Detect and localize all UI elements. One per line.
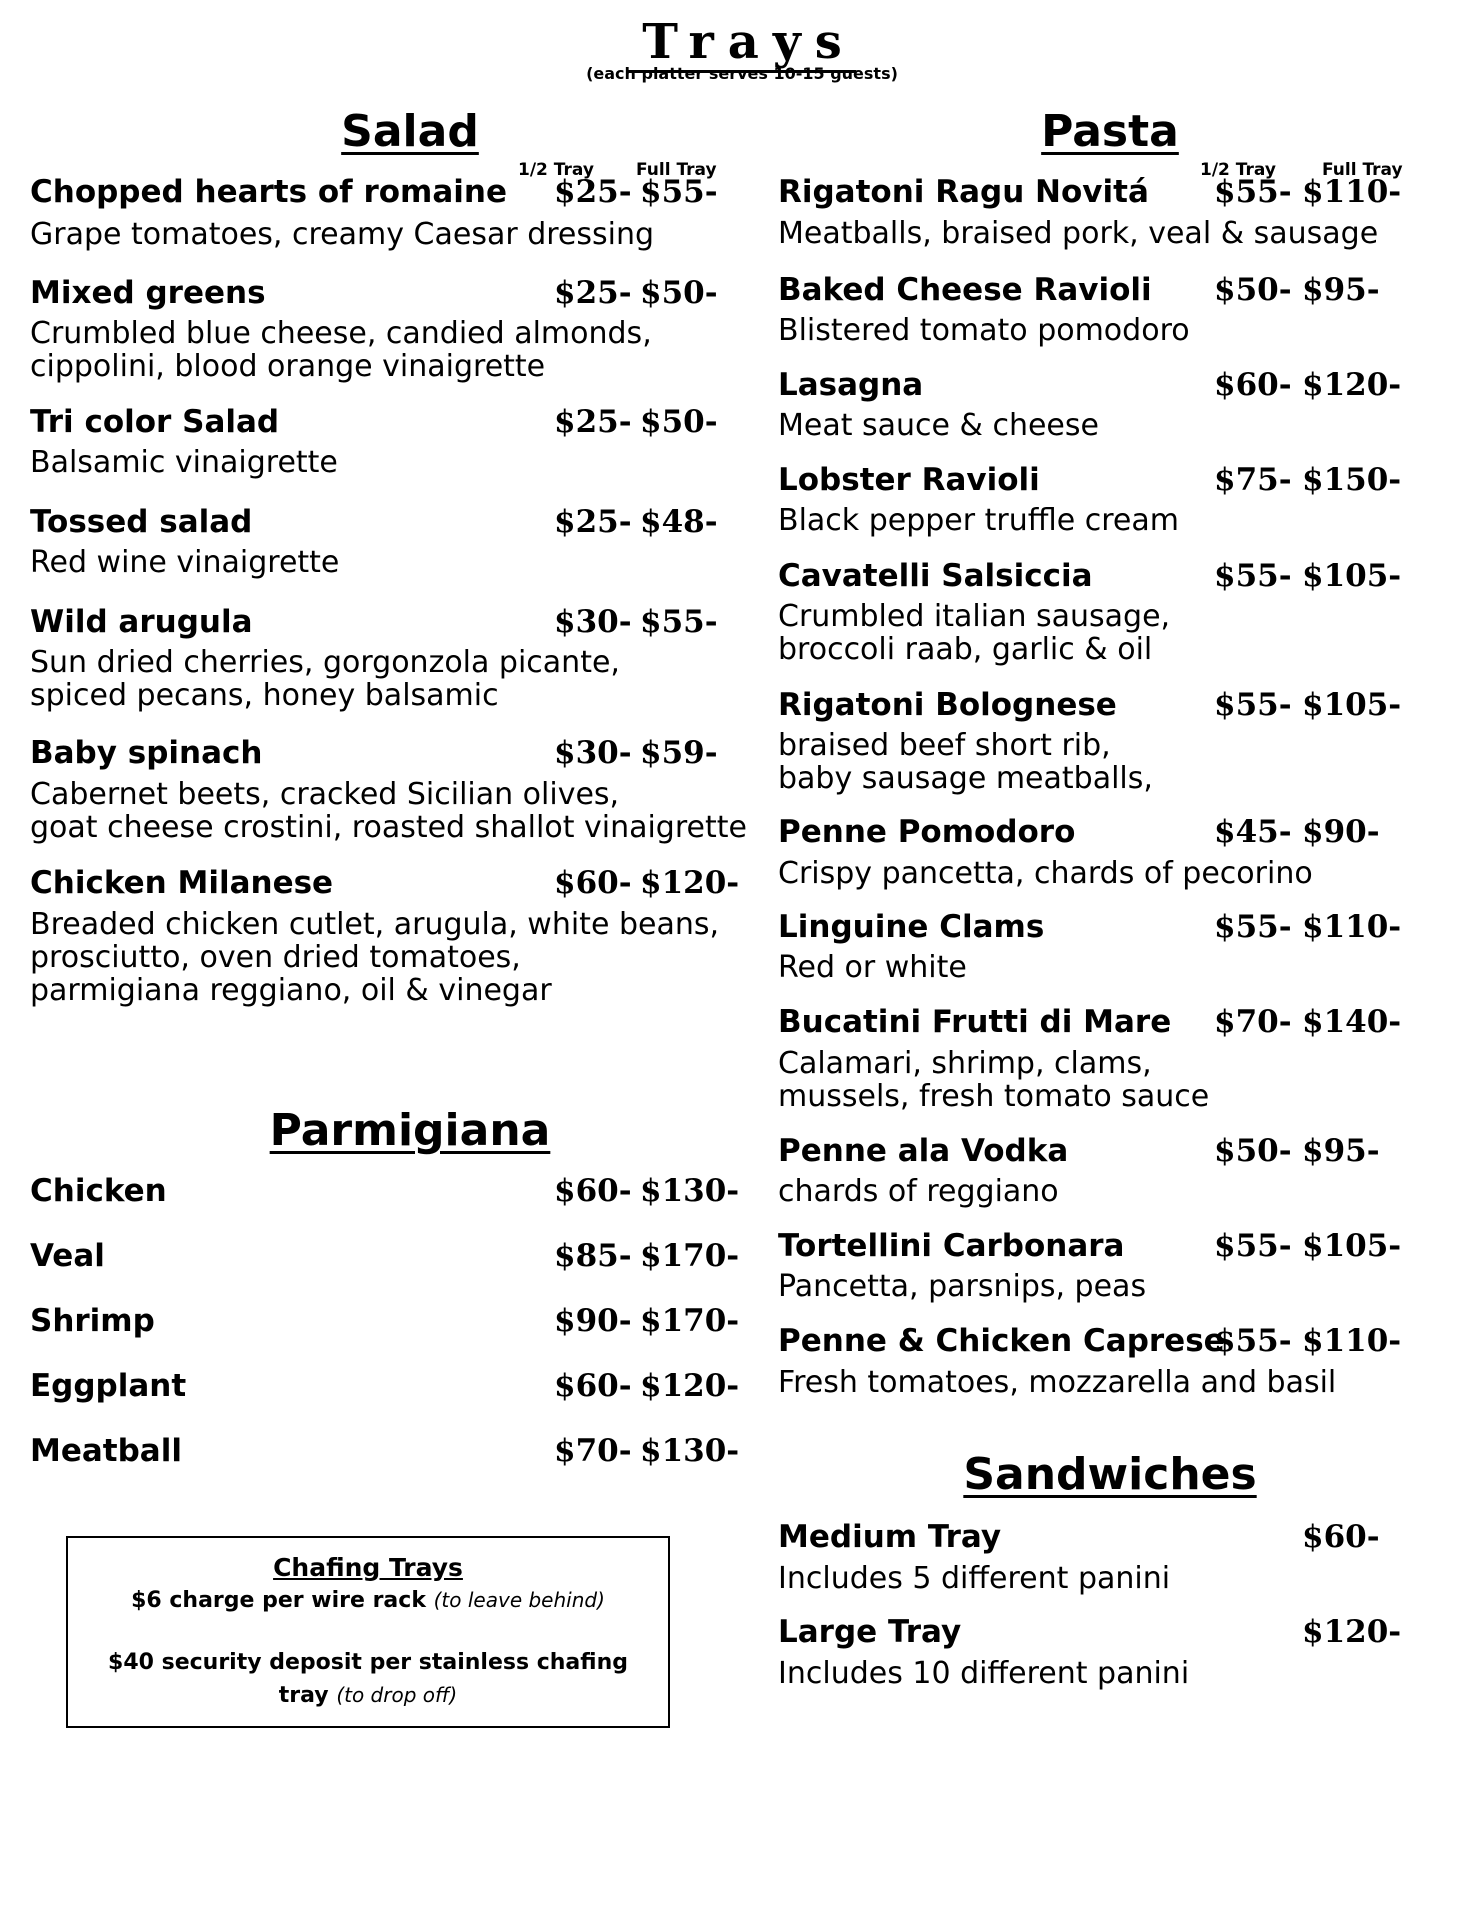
salad-item-name: Tri color Salad bbox=[30, 404, 280, 440]
salad-item-full-price: $50- bbox=[640, 404, 718, 440]
sandwich-item-name: Large Tray bbox=[778, 1614, 962, 1650]
parmigiana-item-name: Veal bbox=[30, 1238, 105, 1274]
salad-item-name: Mixed greens bbox=[30, 275, 266, 311]
pasta-item-description: Blistered tomato pomodoro bbox=[778, 313, 1190, 348]
pasta-item-half-price: $50- bbox=[1214, 1133, 1292, 1169]
salad-item-half-price: $60- bbox=[554, 865, 632, 901]
pasta-item-full-price: $110- bbox=[1302, 174, 1402, 210]
salad-item-description: Red wine vinaigrette bbox=[30, 545, 340, 580]
wire-rack-note: (to leave behind) bbox=[433, 1588, 605, 1612]
parmigiana-item-name: Chicken bbox=[30, 1173, 167, 1209]
pasta-item-description: chards of reggiano bbox=[778, 1174, 1059, 1209]
salad-item-full-price: $120- bbox=[640, 865, 740, 901]
pasta-item-half-price: $55- bbox=[1214, 687, 1292, 723]
salad-item-half-price: $25- bbox=[554, 504, 632, 540]
parmigiana-item-full-price: $130- bbox=[640, 1433, 740, 1469]
salad-full-tray-header: Full Tray bbox=[636, 160, 717, 180]
sandwich-item-price: $120- bbox=[1302, 1614, 1402, 1650]
pasta-item-description: Calamari, shrimp, clams, mussels, fresh tomato sauce bbox=[778, 1046, 1210, 1114]
pasta-item-name: Rigatoni Bolognese bbox=[778, 687, 1117, 723]
chafing-trays-title: Chafing Trays bbox=[273, 1553, 463, 1582]
page-title: Trays bbox=[0, 14, 1484, 70]
pasta-item-description: Meatballs, braised pork, veal & sausage bbox=[778, 216, 1379, 251]
salad-item-half-price: $30- bbox=[554, 735, 632, 771]
pasta-item-description: Crumbled italian sausage, broccoli raab, garlic & oil bbox=[778, 599, 1171, 667]
salad-item-description: Crumbled blue cheese, candied almonds, cippolini, blood orange vinaigrette bbox=[30, 316, 652, 384]
sandwich-item-description: Includes 10 different panini bbox=[778, 1656, 1190, 1691]
salad-item-full-price: $48- bbox=[640, 504, 718, 540]
pasta-item-half-price: $60- bbox=[1214, 367, 1292, 403]
pasta-item-full-price: $150- bbox=[1302, 462, 1402, 498]
pasta-item-name: Penne ala Vodka bbox=[778, 1133, 1069, 1169]
salad-item-full-price: $55- bbox=[640, 604, 718, 640]
pasta-item-full-price: $95- bbox=[1302, 272, 1380, 308]
pasta-half-tray-header: 1/2 Tray bbox=[1200, 160, 1276, 180]
pasta-item-description: Fresh tomatoes, mozzarella and basil bbox=[778, 1365, 1337, 1400]
pasta-item-full-price: $105- bbox=[1302, 1228, 1402, 1264]
salad-item-description: Breaded chicken cutlet, arugula, white beans, prosciutto, oven dried tomatoes, parmigiana reggiano, oil & vinegar bbox=[30, 907, 720, 1008]
salad-item-half-price: $30- bbox=[554, 604, 632, 640]
pasta-item-half-price: $75- bbox=[1214, 462, 1292, 498]
pasta-item-name: Penne Pomodoro bbox=[778, 814, 1076, 850]
wire-rack-charge: $6 charge per wire rack (to leave behind) bbox=[131, 1588, 605, 1613]
parmigiana-item-half-price: $85- bbox=[554, 1238, 632, 1274]
salad-item-description: Balsamic vinaigrette bbox=[30, 445, 338, 480]
salad-item-name: Chicken Milanese bbox=[30, 865, 334, 901]
parmigiana-item-name: Shrimp bbox=[30, 1303, 155, 1339]
salad-item-full-price: $59- bbox=[640, 735, 718, 771]
pasta-item-half-price: $55- bbox=[1214, 909, 1292, 945]
parmigiana-item-full-price: $170- bbox=[640, 1238, 740, 1274]
pasta-item-name: Lobster Ravioli bbox=[778, 462, 1040, 498]
page-subtitle: (each platter serves 10-15 guests) bbox=[586, 64, 898, 83]
drop-off-note: (to drop off) bbox=[336, 1683, 458, 1707]
chafing-trays-box bbox=[66, 1536, 670, 1728]
pasta-item-full-price: $105- bbox=[1302, 687, 1402, 723]
pasta-item-half-price: $55- bbox=[1214, 1323, 1292, 1359]
pasta-item-description: Meat sauce & cheese bbox=[778, 408, 1099, 443]
pasta-item-description: Red or white bbox=[778, 950, 967, 985]
salad-item-full-price: $55- bbox=[640, 174, 718, 210]
pasta-item-full-price: $90- bbox=[1302, 814, 1380, 850]
parmigiana-item-full-price: $120- bbox=[640, 1368, 740, 1404]
salad-item-description: Grape tomatoes, creamy Caesar dressing bbox=[30, 217, 655, 252]
parmigiana-item-half-price: $60- bbox=[554, 1173, 632, 1209]
pasta-full-tray-header: Full Tray bbox=[1322, 160, 1403, 180]
sandwiches-title: Sandwiches bbox=[963, 1449, 1257, 1500]
salad-item-half-price: $25- bbox=[554, 174, 632, 210]
pasta-item-full-price: $110- bbox=[1302, 1323, 1402, 1359]
pasta-item-name: Cavatelli Salsiccia bbox=[778, 558, 1093, 594]
salad-item-description: Cabernet beets, cracked Sicilian olives, goat cheese crostini, roasted shallot vinaigrette bbox=[30, 777, 747, 845]
salad-item-name: Baby spinach bbox=[30, 735, 263, 771]
pasta-item-half-price: $55- bbox=[1214, 174, 1292, 210]
parmigiana-item-name: Eggplant bbox=[30, 1368, 187, 1404]
pasta-item-description: Pancetta, parsnips, peas bbox=[778, 1269, 1147, 1304]
salad-half-tray-header: 1/2 Tray bbox=[518, 160, 594, 180]
pasta-item-half-price: $45- bbox=[1214, 814, 1292, 850]
pasta-item-full-price: $110- bbox=[1302, 909, 1402, 945]
pasta-item-name: Penne & Chicken Caprese bbox=[778, 1323, 1225, 1359]
salad-title: Salad bbox=[341, 106, 479, 157]
salad-item-name: Wild arugula bbox=[30, 604, 253, 640]
pasta-item-name: Baked Cheese Ravioli bbox=[778, 272, 1152, 308]
pasta-item-full-price: $105- bbox=[1302, 558, 1402, 594]
salad-item-name: Chopped hearts of romaine bbox=[30, 174, 507, 210]
sandwich-item-description: Includes 5 different panini bbox=[778, 1561, 1171, 1596]
parmigiana-title: Parmigiana bbox=[269, 1105, 551, 1156]
parmigiana-item-half-price: $90- bbox=[554, 1303, 632, 1339]
salad-item-full-price: $50- bbox=[640, 275, 718, 311]
pasta-item-description: braised beef short rib, baby sausage meatballs, bbox=[778, 728, 1153, 796]
pasta-title: Pasta bbox=[1041, 106, 1179, 157]
pasta-item-full-price: $120- bbox=[1302, 367, 1402, 403]
sandwich-item-price: $60- bbox=[1302, 1519, 1380, 1555]
pasta-item-full-price: $140- bbox=[1302, 1004, 1402, 1040]
pasta-item-name: Rigatoni Ragu Novitá bbox=[778, 174, 1149, 210]
parmigiana-item-half-price: $70- bbox=[554, 1433, 632, 1469]
parmigiana-item-full-price: $170- bbox=[640, 1303, 740, 1339]
sandwich-item-name: Medium Tray bbox=[778, 1519, 1002, 1555]
pasta-item-half-price: $55- bbox=[1214, 1228, 1292, 1264]
salad-item-half-price: $25- bbox=[554, 275, 632, 311]
pasta-item-name: Bucatini Frutti di Mare bbox=[778, 1004, 1172, 1040]
pasta-item-full-price: $95- bbox=[1302, 1133, 1380, 1169]
pasta-item-half-price: $70- bbox=[1214, 1004, 1292, 1040]
salad-item-description: Sun dried cherries, gorgonzola picante, spiced pecans, honey balsamic bbox=[30, 645, 620, 713]
pasta-item-description: Black pepper truffle cream bbox=[778, 503, 1179, 538]
pasta-item-half-price: $50- bbox=[1214, 272, 1292, 308]
pasta-item-name: Lasagna bbox=[778, 367, 924, 403]
parmigiana-item-half-price: $60- bbox=[554, 1368, 632, 1404]
security-deposit: $40 security deposit per stainless chafing bbox=[108, 1650, 628, 1675]
pasta-item-description: Crispy pancetta, chards of pecorino bbox=[778, 856, 1313, 891]
security-deposit-cont: tray (to drop off) bbox=[278, 1683, 458, 1708]
parmigiana-item-full-price: $130- bbox=[640, 1173, 740, 1209]
salad-item-name: Tossed salad bbox=[30, 504, 253, 540]
salad-item-half-price: $25- bbox=[554, 404, 632, 440]
pasta-item-name: Tortellini Carbonara bbox=[778, 1228, 1125, 1264]
pasta-item-half-price: $55- bbox=[1214, 558, 1292, 594]
pasta-item-name: Linguine Clams bbox=[778, 909, 1045, 945]
parmigiana-item-name: Meatball bbox=[30, 1433, 182, 1469]
